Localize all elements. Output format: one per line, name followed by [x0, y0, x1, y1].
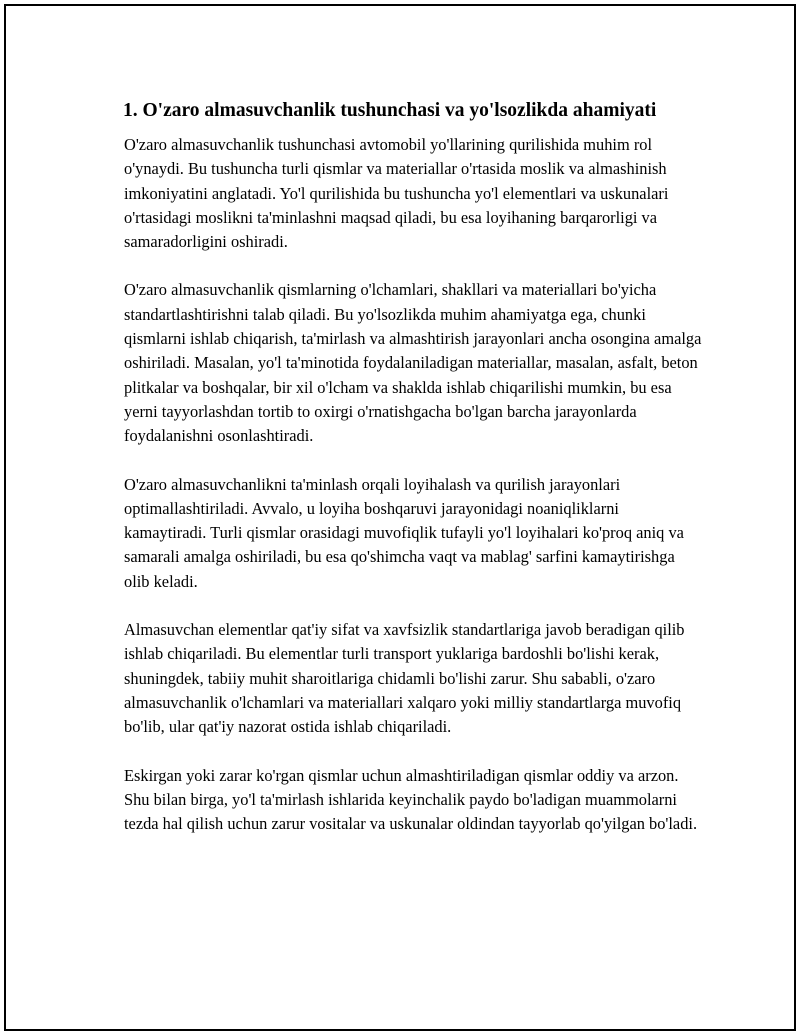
document-body	[119, 98, 704, 860]
paragraph-1: O'zaro almasuvchanlik tushunchasi avtomobil yo'llarining qurilishida muhim rol o'ynaydi. Bu tushuncha turli qismlar va materiallar o'rtasida moslik va almashinish imkoniyatini anglatadi. Yo'l qurilishida bu tushuncha yo'l elementlari va uskunalari o'rtasidagi moslikni ta'minlashni maqsad qiladi, bu esa loyihaning barqarorligi va samaradorligini oshiradi.	[124, 135, 669, 252]
paragraph-4: Almasuvchan elementlar qat'iy sifat va xavfsizlik standartlariga javob beradigan qilib ishlab chiqariladi. Bu elementlar turli transport yuklariga bardoshli bo'lishi kerak, shuningdek, tabiiy muhit sharoitlariga chidamli bo'lishi zarur. Shu sababli, o'zaro almasuvchanlik o'lchamlari va materiallari xalqaro yoki milliy standartlarga muvofiq bo'lib, ular qat'iy nazorat ostida ishlab chiqariladi.	[124, 620, 685, 737]
paragraph-3: O'zaro almasuvchanlikni ta'minlash orqali loyihalash va qurilish jarayonlari optimallashtiriladi. Avvalo, u loyiha boshqaruvi jarayonidagi noaniqliklarni kamaytiradi. Turli qismlar orasidagi muvofiqlik tufayli yo'l loyihalari ko'proq aniq va samarali amalga oshiriladi, bu esa qo'shimcha vaqt va mablag' sarfini kamaytirishga olib keladi.	[124, 474, 684, 591]
paragraph-2: O'zaro almasuvchanlik qismlarning o'lchamlari, shakllari va materiallari bo'yicha standartlashtirishni talab qiladi. Bu yo'lsozlikda muhim ahamiyatga ega, chunki qismlarni ishlab chiqarish, ta'mirlash va almashtirish jarayonlari ancha osongina amalga oshiriladi. Masalan, yo'l ta'minotida foydalaniladigan materiallar, masalan, asfalt, beton plitkalar va boshqalar, bir xil o'lcham va shaklda ishlab chiqarilishi mumkin, bu esa yerni tayyorlashdan tortib to oxirgi o'rnatishgacha bo'lgan barcha jarayonlarda foydalanishni osonlashtiradi.	[124, 280, 702, 446]
paragraph-5: Eskirgan yoki zarar ko'rgan qismlar uchun almashtiriladigan qismlar oddiy va arzon. Shu bilan birga, yo'l ta'mirlash ishlarida keyinchalik paydo bo'ladigan muammolarni tezda hal qilish uchun zarur vositalar va uskunalar oldindan tayyorlab qo'yilgan bo'ladi.	[124, 765, 698, 834]
section-heading: 1. O'zaro almasuvchanlik tushunchasi va yo'lsozlikda ahamiyati	[123, 100, 657, 121]
page-frame	[4, 4, 796, 1031]
